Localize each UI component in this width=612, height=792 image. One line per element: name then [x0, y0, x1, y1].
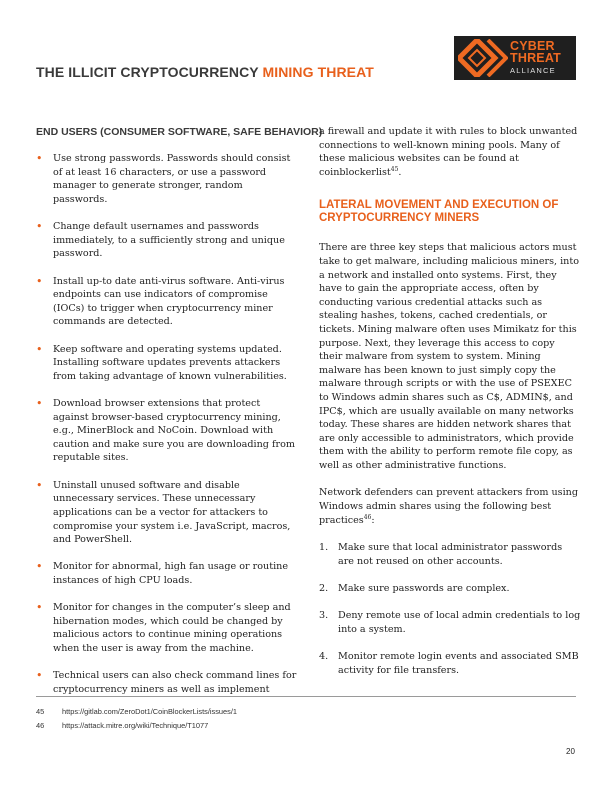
- best-practice-number: 2.: [319, 583, 329, 595]
- bullet-text: Technical users can also check command lines for cryptocurrency miners as well as implement: [53, 670, 297, 695]
- bullet-item: [36, 560, 298, 587]
- best-practice-number: 3.: [319, 610, 329, 622]
- best-practice-item: [319, 650, 581, 677]
- best-practice-item: [319, 582, 581, 596]
- best-practice-text: Make sure passwords are complex.: [338, 583, 510, 595]
- logo-mark-icon: [458, 39, 508, 77]
- bullet-text: Install up-to date anti-virus software. Anti-virus endpoints can use indicators of compromise (IOCs) to trigger when cryptocurrency miner commands are detected.: [53, 275, 285, 328]
- bullet-item: [36, 343, 298, 384]
- bullet-icon: •: [36, 342, 43, 356]
- footnote-link[interactable]: https://gitlab.com/ZeroDot1/CoinBlockerLists/issues/1: [62, 707, 237, 716]
- footnote-link[interactable]: https://attack.mitre.org/wiki/Technique/T1077: [62, 721, 209, 730]
- defenders-text-end: :: [371, 514, 375, 526]
- defenders-paragraph: [319, 486, 581, 527]
- logo-text-line1: CYBER: [510, 39, 555, 53]
- cyber-threat-alliance-logo: [454, 36, 576, 80]
- footnote-number: 46: [36, 721, 45, 730]
- footnote-ref-45[interactable]: 45: [390, 165, 399, 173]
- logo-text-line3: ALLIANCE: [510, 66, 556, 75]
- bullet-icon: •: [36, 397, 43, 411]
- continued-bullet-text: [319, 125, 581, 179]
- best-practice-text: Monitor remote login events and associated SMB activity for file transfers.: [338, 651, 579, 676]
- best-practice-text: Deny remote use of local admin credentials to log into a system.: [338, 610, 581, 635]
- best-practice-number: 4.: [319, 651, 329, 663]
- page-number: 20: [566, 747, 575, 756]
- logo-text-line2: THREAT: [510, 51, 561, 65]
- end-users-subhead: END USERS (CONSUMER SOFTWARE, SAFE BEHAVIOR): [36, 126, 323, 138]
- footnote-46: [36, 721, 237, 735]
- defenders-text: Network defenders can prevent attackers from using Windows admin shares using the following best practices: [319, 487, 578, 526]
- bullet-icon: •: [36, 478, 43, 492]
- footnote-ref-46[interactable]: 46: [363, 513, 372, 521]
- bullet-icon: •: [36, 601, 43, 615]
- footnote-number: 45: [36, 707, 45, 716]
- bullet-text: Monitor for abnormal, high fan usage or routine instances of high CPU loads.: [53, 561, 289, 586]
- footnotes: [36, 707, 237, 735]
- bullet-item: [36, 479, 298, 547]
- footnote-divider: [36, 696, 576, 697]
- bullet-icon: •: [36, 152, 43, 165]
- bullet-item: [36, 152, 298, 206]
- bullet-item: [36, 601, 298, 655]
- bullet-text: Use strong passwords. Passwords should consist of at least 16 characters, or use a password manager to generate stronger, random passwords.: [53, 153, 291, 205]
- best-practice-item: [319, 609, 581, 636]
- left-column: [36, 126, 323, 710]
- end-users-bullet-list: [36, 152, 298, 697]
- lateral-movement-paragraph: There are three key steps that malicious actors must take to get malware, including malicious miners, into a network and installed onto systems. First, they have to gain the appropriate access, often by conducting various credential attacks such as stealing hashes, tokens, cached credentials, or tickets. Mining malware often uses Mimikatz for this purpose. Next, they leverage this access to copy their malware from system to system. Mining malware has been known to just simply copy the malware through scripts or with the use of PSEXEC to Windows admin shares such as C$, ADMIN$, and IPC$, which are usually available on many networks today. These shares are hidden network shares that are only accessible to administrators, which provide them with the ability to perform remote file copy, as well as other administrative functions.: [319, 242, 579, 471]
- bullet-text: Keep software and operating systems updated. Installing software updates prevents attackers from taking advantage of known vulnerabilities.: [53, 343, 287, 382]
- right-column: [319, 125, 581, 691]
- best-practice-item: [319, 541, 581, 568]
- bullet-icon: •: [36, 560, 43, 574]
- bullet-item: [36, 275, 298, 329]
- bullet-text: Monitor for changes in the computer’s sleep and hibernation modes, which could be changed by malicious actors to continue mining operations when the user is away from the machine.: [53, 602, 291, 655]
- best-practice-text: Make sure that local administrator passwords are not reused on other accounts.: [338, 542, 563, 567]
- footnote-45: [36, 707, 237, 721]
- bullet-text: Download browser extensions that protect against browser-based cryptocurrency mining, e.g., MinerBlock and NoCoin. Download with caution and make sure you are downloading from reputable sites.: [53, 398, 295, 464]
- bullet-text: Change default usernames and passwords immediately, to a sufficiently strong and unique password.: [53, 221, 285, 260]
- bullet-icon: •: [36, 220, 43, 234]
- best-practice-number: 1.: [319, 542, 329, 554]
- bullet-icon: •: [36, 669, 43, 683]
- best-practices-list: [319, 541, 581, 677]
- bullet-icon: •: [36, 274, 43, 288]
- bullet-item: [36, 669, 298, 696]
- bullet-item: [36, 397, 298, 465]
- continued-text: a firewall and update it with rules to block unwanted connections to well-known mining pools. Many of these malicious websites can be found at coinblockerlist: [319, 126, 578, 178]
- page-title-main: THE ILLICIT CRYPTOCURRENCY: [36, 64, 263, 80]
- lateral-movement-heading: LATERAL MOVEMENT AND EXECUTION OF CRYPTOCURRENCY MINERS: [319, 199, 559, 225]
- bullet-item: [36, 220, 298, 261]
- page-title: [36, 64, 374, 80]
- continued-text-end: .: [398, 166, 402, 178]
- bullet-text: Uninstall unused software and disable unnecessary services. These unnecessary applications can be a vector for attackers to compromise your system i.e. JavaScript, macros, and PowerShell.: [53, 479, 291, 546]
- page-title-accent: MINING THREAT: [262, 64, 374, 80]
